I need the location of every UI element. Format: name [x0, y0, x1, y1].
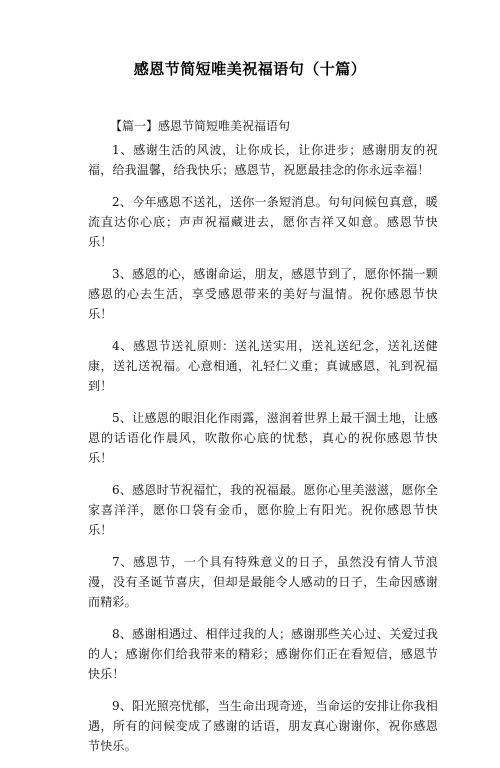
blessing-item-7: 7、感恩节，一个具有特殊意义的日子，虽然没有情人节浪漫，没有圣诞节喜庆，但却是最能令人感动的日子，生命因感谢而精彩。	[88, 555, 438, 609]
document-title: 感恩节简短唯美祝福语句（十篇）	[133, 60, 367, 78]
blessing-item-5: 5、让感恩的眼泪化作雨露，滋润着世界上最干涸土地，让感恩的话语化作晨风，吹散你心底的忧愁，真心的祝你感恩节快乐！	[88, 411, 438, 465]
blessing-item-2: 2、今年感恩不送礼，送你一条短消息。句句问候包真意，暖流直达你心底；声声祝福藏进去，愿你吉祥又如意。感恩节快乐！	[88, 195, 438, 249]
section-heading: 【篇一】感恩节简短唯美祝福语句	[110, 119, 291, 133]
blessing-item-4: 4、感恩节送礼原则：送礼送实用，送礼送纪念，送礼送健康，送礼送祝福。心意相通，礼轻仁义重；真诚感恩，礼到祝福到！	[88, 339, 438, 393]
blessing-list	[88, 140, 438, 768]
blessing-item-1: 1、感谢生活的风波，让你成长，让你进步；感谢朋友的祝福，给我温馨，给我快乐；感恩节，祝愿最挂念的你永远幸福！	[88, 143, 438, 177]
blessing-item-6: 6、感恩时节祝福忙，我的祝福最。愿你心里美滋滋，愿你全家喜洋洋，愿你口袋有金币，愿你脸上有阳光。祝你感恩节快乐！	[88, 483, 438, 537]
blessing-item-8: 8、感谢相遇过、相伴过我的人；感谢那些关心过、关爱过我的人；感谢你们给我带来的精彩；感谢你们正在看短信，感恩节快乐！	[88, 627, 438, 681]
blessing-item-9: 9、阳光照亮忧郁，当生命出现奇迹，当命运的安排让你我相遇，所有的问候变成了感谢的话语，朋友真心谢谢你，祝你感恩节快乐。	[88, 699, 438, 753]
blessing-item-3: 3、感恩的心，感谢命运，朋友，感恩节到了，愿你怀揣一颗感恩的心去生活，享受感恩带来的美好与温情。祝你感恩节快乐！	[88, 267, 438, 321]
